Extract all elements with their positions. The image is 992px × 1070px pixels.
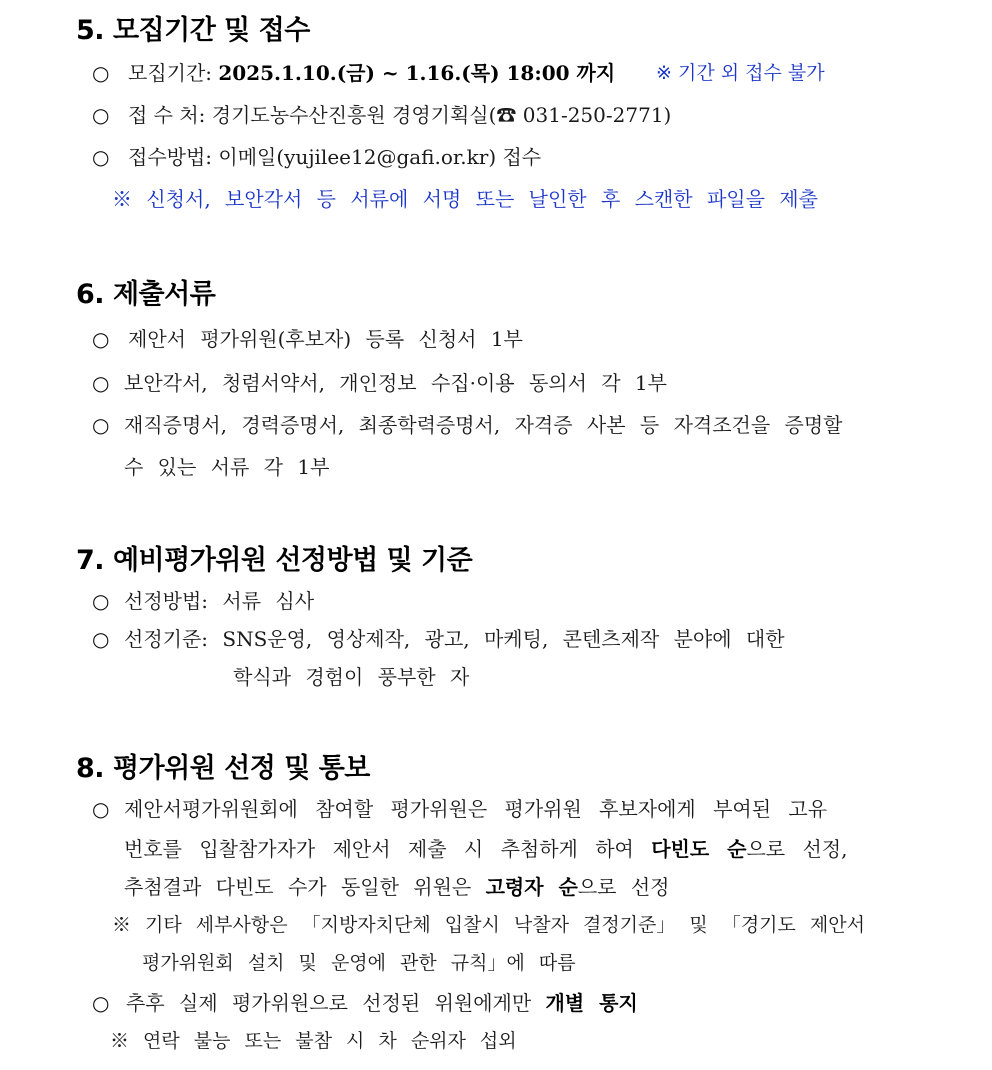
- s8-para-b-bold: 다빈도 순: [651, 837, 747, 861]
- s8-para-b-post: 으로 선정,: [746, 837, 848, 861]
- section-5-heading: 5. 모집기간 및 접수: [76, 15, 310, 46]
- s8-note-2: ※ 연락 불능 또는 불참 시 차 순위자 섭외: [110, 1030, 517, 1052]
- s5-note: ※ 신청서, 보안각서 등 서류에 서명 또는 날인한 후 스캔한 파일을 제출: [112, 187, 818, 211]
- s5-office-label: 접 수 처:: [128, 103, 212, 127]
- bullet: ○: [92, 991, 110, 1015]
- s5-office-line: [128, 102, 671, 128]
- bullet: ○: [92, 627, 110, 651]
- s7-criteria-b: 학식과 경험이 풍부한 자: [233, 665, 470, 689]
- section-6-heading: 6. 제출서류: [76, 279, 216, 310]
- section-7-heading: 7. 예비평가위원 선정방법 및 기준: [76, 545, 473, 576]
- s7-criteria-a: 선정기준: SNS운영, 영상제작, 광고, 마케팅, 콘텐츠제작 분야에 대한: [124, 627, 785, 651]
- s8-note-1a: ※ 기타 세부사항은 「지방자치단체 입찰시 낙찰자 결정기준」 및 「경기도 제안서: [112, 914, 865, 936]
- section-8-heading: 8. 평가위원 선정 및 통보: [76, 753, 370, 784]
- s5-method-value: 이메일(yujilee12@gafi.or.kr) 접수: [218, 145, 542, 169]
- s8-notify-line: [126, 990, 638, 1016]
- s5-period-note: ※ 기간 외 접수 불가: [656, 62, 825, 84]
- s8-para-a: 제안서평가위원회에 참여할 평가위원은 평가위원 후보자에게 부여된 고유: [124, 797, 828, 821]
- bullet: ○: [92, 371, 110, 395]
- s7-method: 선정방법: 서류 심사: [124, 589, 315, 613]
- s6-doc-1: 제안서 평가위원(후보자) 등록 신청서 1부: [128, 327, 523, 351]
- s8-para-b: [124, 836, 847, 862]
- s8-note-1b: 평가위원회 설치 및 운영에 관한 규칙」에 따름: [142, 952, 576, 974]
- s8-notify-bold: 개별 통지: [545, 991, 638, 1015]
- bullet: ○: [92, 589, 110, 613]
- s5-office-phone: 031-250-2771): [516, 103, 672, 127]
- s8-para-c: [124, 874, 669, 900]
- bullet: ○: [92, 103, 110, 127]
- s8-para-b-pre: 번호를 입찰참가자가 제안서 제출 시 추첨하게 하여: [124, 837, 652, 861]
- s6-doc-3b: 수 있는 서류 각 1부: [124, 455, 330, 479]
- telephone-icon: ☎: [496, 103, 517, 127]
- s5-method-line: [128, 144, 541, 170]
- s8-para-c-pre: 추첨결과 다빈도 수가 동일한 위원은: [124, 875, 486, 899]
- s8-para-c-post: 으로 선정: [577, 875, 670, 899]
- bullet: ○: [92, 797, 110, 821]
- bullet: ○: [92, 413, 110, 437]
- s5-period-value: 2025.1.10.(금) ~ 1.16.(목) 18:00 까지: [218, 61, 616, 85]
- bullet: ○: [92, 145, 110, 169]
- s8-para-c-bold: 고령자 순: [485, 875, 578, 899]
- s5-office-value-a: 경기도농수산진흥원 경영기획실(: [211, 103, 497, 127]
- s8-notify-pre: 추후 실제 평가위원으로 선정된 위원에게만: [126, 991, 546, 1015]
- s5-period-label: 모집기간:: [128, 61, 219, 85]
- bullet: ○: [92, 61, 110, 85]
- s5-method-label: 접수방법:: [128, 145, 219, 169]
- s6-doc-3a: 재직증명서, 경력증명서, 최종학력증명서, 자격증 사본 등 자격조건을 증명할: [124, 413, 843, 437]
- s6-doc-2: 보안각서, 청렴서약서, 개인정보 수집·이용 동의서 각 1부: [124, 371, 667, 395]
- s5-period-line: [128, 60, 615, 86]
- bullet: ○: [92, 327, 110, 351]
